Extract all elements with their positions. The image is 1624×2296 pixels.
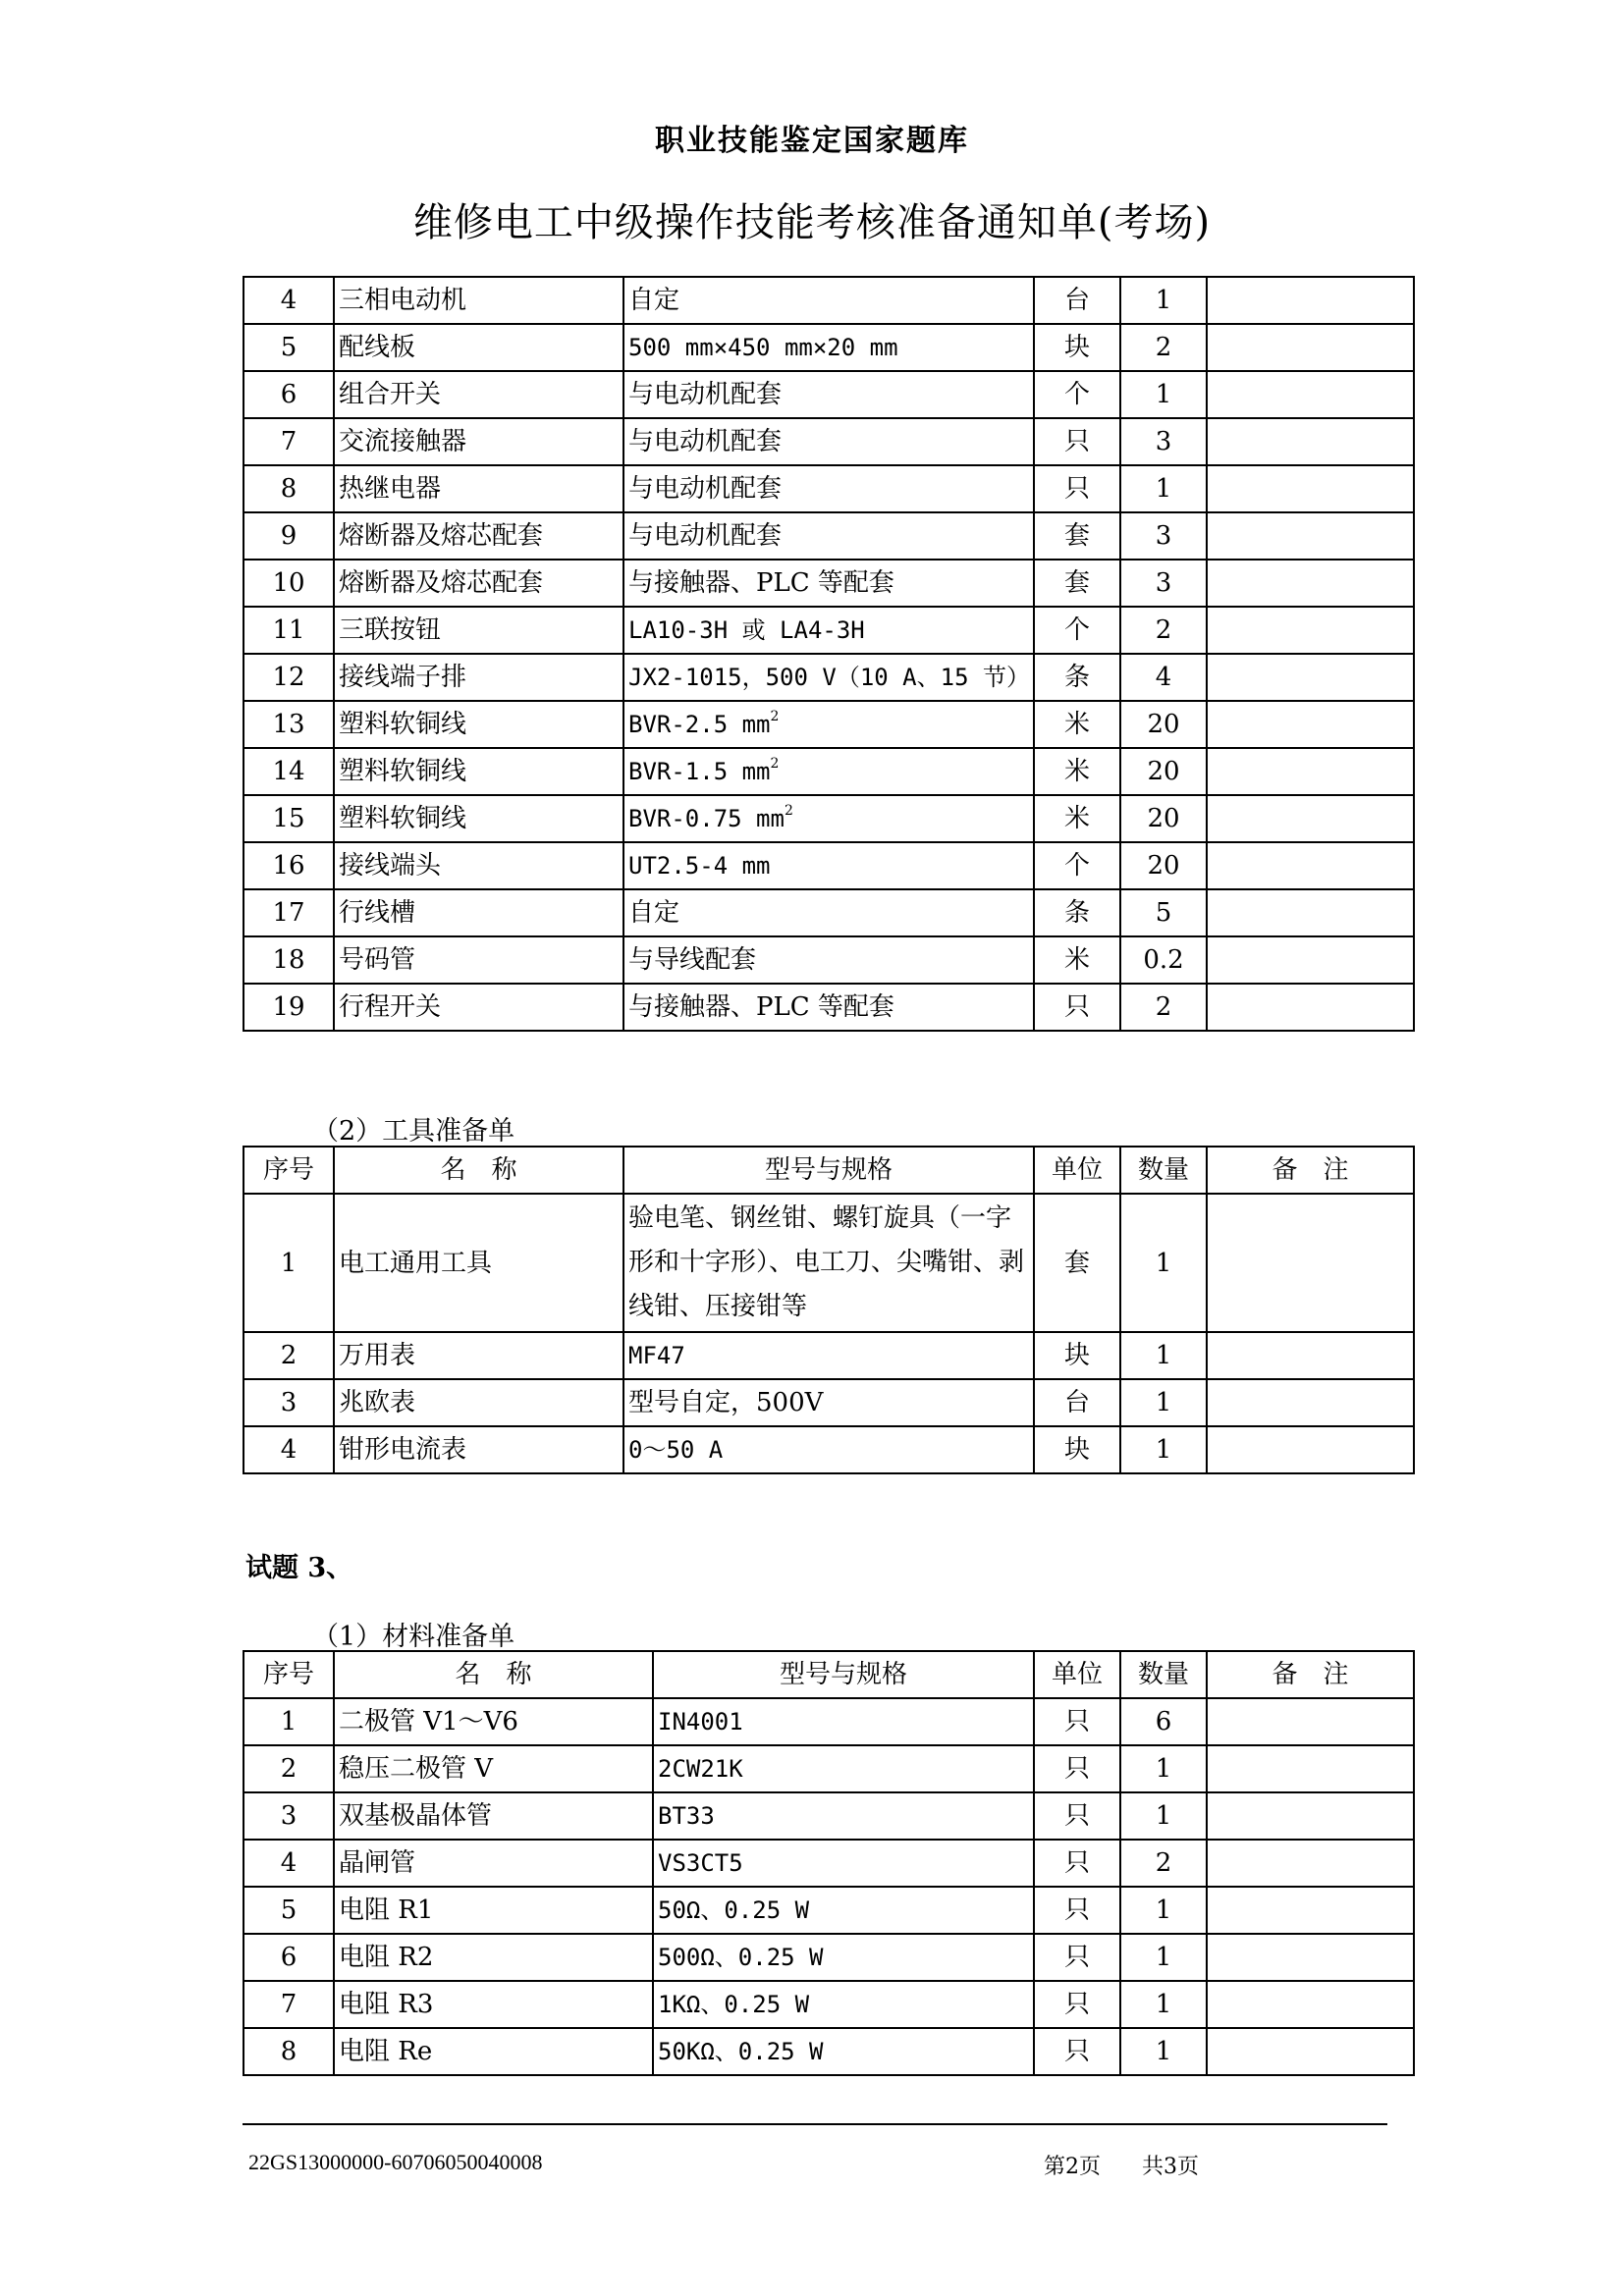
row-number-cell: 2 bbox=[244, 1745, 334, 1792]
tools-table bbox=[243, 1146, 1415, 1474]
header-note: 备 注 bbox=[1207, 1651, 1414, 1698]
item-qty-cell: 6 bbox=[1120, 1698, 1207, 1745]
item-name-cell: 号码管 bbox=[334, 936, 623, 984]
item-unit-cell: 只 bbox=[1034, 1792, 1120, 1840]
row-number-cell: 5 bbox=[244, 1887, 334, 1934]
item-note-cell bbox=[1207, 1332, 1414, 1379]
row-number-cell: 3 bbox=[244, 1792, 334, 1840]
item-qty-cell: 2 bbox=[1120, 324, 1207, 371]
item-name-cell: 电阻 R2 bbox=[334, 1934, 653, 1981]
item-qty-cell: 3 bbox=[1120, 418, 1207, 465]
item-unit-cell: 只 bbox=[1034, 1840, 1120, 1887]
row-number-cell: 15 bbox=[244, 795, 334, 842]
item-name-cell: 熔断器及熔芯配套 bbox=[334, 512, 623, 560]
item-qty-cell: 1 bbox=[1120, 371, 1207, 418]
item-qty-cell: 4 bbox=[1120, 654, 1207, 701]
item-note-cell bbox=[1207, 654, 1414, 701]
table-header-row bbox=[244, 1651, 1414, 1698]
table-row bbox=[244, 748, 1414, 795]
item-unit-cell: 套 bbox=[1034, 512, 1120, 560]
table-row bbox=[244, 654, 1414, 701]
table-row bbox=[244, 936, 1414, 984]
item-name-cell: 二极管 V1～V6 bbox=[334, 1698, 653, 1745]
row-number-cell: 4 bbox=[244, 277, 334, 324]
spec-text: 0～50 A bbox=[628, 1436, 724, 1464]
item-name-cell: 电阻 R1 bbox=[334, 1887, 653, 1934]
item-name-cell: 电工通用工具 bbox=[334, 1194, 623, 1332]
item-unit-cell: 只 bbox=[1034, 2028, 1120, 2075]
spec-text: BVR-2.5 mm bbox=[628, 711, 771, 738]
item-unit-cell: 米 bbox=[1034, 795, 1120, 842]
item-qty-cell: 1 bbox=[1120, 465, 1207, 512]
row-number-cell: 5 bbox=[244, 324, 334, 371]
item-name-cell: 接线端头 bbox=[334, 842, 623, 889]
item-unit-cell: 只 bbox=[1034, 1698, 1120, 1745]
table-row bbox=[244, 418, 1414, 465]
row-number-cell: 8 bbox=[244, 2028, 334, 2075]
table-row bbox=[244, 277, 1414, 324]
row-number-cell: 13 bbox=[244, 701, 334, 748]
item-unit-cell: 台 bbox=[1034, 1379, 1120, 1426]
item-unit-cell: 套 bbox=[1034, 560, 1120, 607]
item-unit-cell: 只 bbox=[1034, 418, 1120, 465]
item-name-cell: 塑料软铜线 bbox=[334, 701, 623, 748]
question-bank-heading: 职业技能鉴定国家题库 bbox=[655, 124, 969, 158]
item-qty-cell: 1 bbox=[1120, 1745, 1207, 1792]
spec-text: 与导线配套 bbox=[628, 945, 757, 975]
item-unit-cell: 套 bbox=[1034, 1194, 1120, 1332]
header-no: 序号 bbox=[244, 1651, 334, 1698]
item-qty-cell: 1 bbox=[1120, 1332, 1207, 1379]
item-spec-cell bbox=[623, 654, 1034, 701]
item-qty-cell: 2 bbox=[1120, 1840, 1207, 1887]
item-qty-cell: 5 bbox=[1120, 889, 1207, 936]
table-row bbox=[244, 560, 1414, 607]
item-unit-cell: 只 bbox=[1034, 465, 1120, 512]
item-spec-cell bbox=[623, 371, 1034, 418]
item-note-cell bbox=[1207, 1981, 1414, 2028]
table-row bbox=[244, 889, 1414, 936]
item-qty-cell: 20 bbox=[1120, 748, 1207, 795]
item-spec-cell bbox=[623, 607, 1034, 654]
item-qty-cell: 1 bbox=[1120, 1981, 1207, 2028]
table-row bbox=[244, 701, 1414, 748]
item-spec-cell bbox=[653, 1934, 1034, 1981]
table-row bbox=[244, 1426, 1414, 1473]
header-no: 序号 bbox=[244, 1147, 334, 1194]
item-spec-cell bbox=[653, 2028, 1034, 2075]
item-spec-cell bbox=[623, 701, 1034, 748]
spec-text: 2CW21K bbox=[658, 1755, 743, 1783]
document-title: 维修电工中级操作技能考核准备通知单(考场) bbox=[412, 200, 1212, 245]
item-name-cell: 热继电器 bbox=[334, 465, 623, 512]
item-spec-cell bbox=[653, 1698, 1034, 1745]
item-note-cell bbox=[1207, 1934, 1414, 1981]
page-total: 共3页 bbox=[1142, 2155, 1199, 2179]
item-qty-cell: 3 bbox=[1120, 512, 1207, 560]
item-note-cell bbox=[1207, 418, 1414, 465]
item-spec-cell bbox=[623, 465, 1034, 512]
table-header-row bbox=[244, 1147, 1414, 1194]
table-row bbox=[244, 607, 1414, 654]
item-name-cell: 熔断器及熔芯配套 bbox=[334, 560, 623, 607]
row-number-cell: 14 bbox=[244, 748, 334, 795]
row-number-cell: 4 bbox=[244, 1426, 334, 1473]
item-qty-cell: 1 bbox=[1120, 277, 1207, 324]
spec-text: 与电动机配套 bbox=[628, 474, 783, 504]
item-name-cell: 行线槽 bbox=[334, 889, 623, 936]
item-name-cell: 三相电动机 bbox=[334, 277, 623, 324]
item-spec-cell bbox=[623, 842, 1034, 889]
item-note-cell bbox=[1207, 371, 1414, 418]
item-note-cell bbox=[1207, 1840, 1414, 1887]
item-qty-cell: 1 bbox=[1120, 1426, 1207, 1473]
row-number-cell: 6 bbox=[244, 1934, 334, 1981]
item-unit-cell: 块 bbox=[1034, 1332, 1120, 1379]
spec-text: 自定 bbox=[628, 286, 680, 315]
header-spec: 型号与规格 bbox=[653, 1651, 1034, 1698]
spec-text: 与接触器、PLC 等配套 bbox=[628, 992, 894, 1022]
item-spec-cell bbox=[623, 1379, 1034, 1426]
item-spec-cell bbox=[623, 1426, 1034, 1473]
item-qty-cell: 20 bbox=[1120, 842, 1207, 889]
spec-text: 500 mm×450 mm×20 mm bbox=[628, 334, 898, 361]
spec-text: 500Ω、0.25 W bbox=[658, 1944, 824, 1971]
row-number-cell: 9 bbox=[244, 512, 334, 560]
item-name-cell: 电阻 Re bbox=[334, 2028, 653, 2075]
item-name-cell: 组合开关 bbox=[334, 371, 623, 418]
item-note-cell bbox=[1207, 889, 1414, 936]
item-unit-cell: 条 bbox=[1034, 889, 1120, 936]
item-spec-cell bbox=[623, 512, 1034, 560]
item-qty-cell: 2 bbox=[1120, 984, 1207, 1031]
item-unit-cell: 只 bbox=[1034, 1934, 1120, 1981]
item-qty-cell: 20 bbox=[1120, 795, 1207, 842]
header-spec: 型号与规格 bbox=[623, 1147, 1034, 1194]
header-unit: 单位 bbox=[1034, 1147, 1120, 1194]
item-qty-cell: 1 bbox=[1120, 1934, 1207, 1981]
spec-text: IN4001 bbox=[658, 1708, 743, 1735]
item-note-cell bbox=[1207, 748, 1414, 795]
item-spec-cell bbox=[623, 1332, 1034, 1379]
table-row bbox=[244, 795, 1414, 842]
spec-text: BT33 bbox=[658, 1802, 715, 1830]
item-note-cell bbox=[1207, 1792, 1414, 1840]
item-name-cell: 稳压二极管 V bbox=[334, 1745, 653, 1792]
item-note-cell bbox=[1207, 1379, 1414, 1426]
table-row bbox=[244, 1379, 1414, 1426]
table-row bbox=[244, 1887, 1414, 1934]
item-name-cell: 兆欧表 bbox=[334, 1379, 623, 1426]
item-qty-cell: 1 bbox=[1120, 1379, 1207, 1426]
table-row bbox=[244, 1698, 1414, 1745]
item-note-cell bbox=[1207, 1698, 1414, 1745]
item-qty-cell: 2 bbox=[1120, 607, 1207, 654]
item-unit-cell: 米 bbox=[1034, 936, 1120, 984]
item-qty-cell: 1 bbox=[1120, 1792, 1207, 1840]
spec-text: BVR-0.75 mm bbox=[628, 805, 785, 832]
spec-text: 与接触器、PLC 等配套 bbox=[628, 568, 894, 598]
item-note-cell bbox=[1207, 795, 1414, 842]
item-name-cell: 钳形电流表 bbox=[334, 1426, 623, 1473]
item-note-cell bbox=[1207, 465, 1414, 512]
item-note-cell bbox=[1207, 1887, 1414, 1934]
item-name-cell: 交流接触器 bbox=[334, 418, 623, 465]
row-number-cell: 16 bbox=[244, 842, 334, 889]
item-spec-cell bbox=[653, 1981, 1034, 2028]
table-row bbox=[244, 1840, 1414, 1887]
item-qty-cell: 3 bbox=[1120, 560, 1207, 607]
materials-table-continued bbox=[243, 276, 1415, 1032]
question-3-label: 试题 3、 bbox=[245, 1553, 353, 1583]
item-name-cell: 万用表 bbox=[334, 1332, 623, 1379]
row-number-cell: 7 bbox=[244, 1981, 334, 2028]
spec-text: 1KΩ、0.25 W bbox=[658, 1991, 810, 2018]
item-unit-cell: 米 bbox=[1034, 748, 1120, 795]
row-number-cell: 19 bbox=[244, 984, 334, 1031]
item-note-cell bbox=[1207, 607, 1414, 654]
item-unit-cell: 块 bbox=[1034, 324, 1120, 371]
spec-text: 50KΩ、0.25 W bbox=[658, 2038, 824, 2065]
spec-text: 自定 bbox=[628, 898, 680, 928]
item-name-cell: 电阻 R3 bbox=[334, 1981, 653, 2028]
row-number-cell: 11 bbox=[244, 607, 334, 654]
superscript-unit: 2 bbox=[770, 709, 780, 724]
item-name-cell: 接线端子排 bbox=[334, 654, 623, 701]
item-unit-cell: 个 bbox=[1034, 371, 1120, 418]
tools-list-title: （2）工具准备单 bbox=[312, 1116, 515, 1147]
table-row bbox=[244, 324, 1414, 371]
item-spec-cell bbox=[623, 984, 1034, 1031]
item-unit-cell: 只 bbox=[1034, 984, 1120, 1031]
item-note-cell bbox=[1207, 1426, 1414, 1473]
table-row bbox=[244, 1934, 1414, 1981]
item-name-cell: 三联按钮 bbox=[334, 607, 623, 654]
item-unit-cell: 米 bbox=[1034, 701, 1120, 748]
item-unit-cell: 只 bbox=[1034, 1981, 1120, 2028]
spec-text: UT2.5-4 mm bbox=[628, 852, 771, 880]
header-name: 名 称 bbox=[334, 1147, 623, 1194]
table-row bbox=[244, 465, 1414, 512]
spec-text: 与电动机配套 bbox=[628, 380, 783, 409]
item-name-cell: 塑料软铜线 bbox=[334, 748, 623, 795]
item-qty-cell: 1 bbox=[1120, 1194, 1207, 1332]
spec-text: BVR-1.5 mm bbox=[628, 758, 771, 785]
table-row bbox=[244, 512, 1414, 560]
table-row bbox=[244, 1745, 1414, 1792]
row-number-cell: 1 bbox=[244, 1194, 334, 1332]
item-name-cell: 塑料软铜线 bbox=[334, 795, 623, 842]
spec-text: 与电动机配套 bbox=[628, 427, 783, 456]
page-number: 第2页 bbox=[1044, 2155, 1101, 2179]
spec-text: 50Ω、0.25 W bbox=[658, 1896, 810, 1924]
row-number-cell: 2 bbox=[244, 1332, 334, 1379]
item-note-cell bbox=[1207, 512, 1414, 560]
spec-text: 验电笔、钢丝钳、螺钉旋具（一字形和十字形）、电工刀、尖嘴钳、剥线钳、压接钳等 bbox=[628, 1203, 1025, 1321]
spec-text: LA10-3H 或 LA4-3H bbox=[628, 616, 865, 644]
question3-materials-table bbox=[243, 1650, 1415, 2076]
row-number-cell: 18 bbox=[244, 936, 334, 984]
spec-text: VS3CT5 bbox=[658, 1849, 743, 1877]
item-spec-cell bbox=[623, 1194, 1034, 1332]
spec-text: MF47 bbox=[628, 1342, 685, 1369]
item-unit-cell: 个 bbox=[1034, 607, 1120, 654]
item-qty-cell: 0.2 bbox=[1120, 936, 1207, 984]
item-spec-cell bbox=[623, 560, 1034, 607]
item-note-cell bbox=[1207, 277, 1414, 324]
item-unit-cell: 块 bbox=[1034, 1426, 1120, 1473]
superscript-unit: 2 bbox=[784, 803, 793, 819]
item-note-cell bbox=[1207, 936, 1414, 984]
header-unit: 单位 bbox=[1034, 1651, 1120, 1698]
item-note-cell bbox=[1207, 984, 1414, 1031]
item-name-cell: 行程开关 bbox=[334, 984, 623, 1031]
item-unit-cell: 个 bbox=[1034, 842, 1120, 889]
item-note-cell bbox=[1207, 560, 1414, 607]
table-row bbox=[244, 1981, 1414, 2028]
item-spec-cell bbox=[623, 889, 1034, 936]
header-qty: 数量 bbox=[1120, 1147, 1207, 1194]
row-number-cell: 3 bbox=[244, 1379, 334, 1426]
table-row bbox=[244, 984, 1414, 1031]
item-spec-cell bbox=[623, 748, 1034, 795]
item-unit-cell: 条 bbox=[1034, 654, 1120, 701]
item-spec-cell bbox=[623, 324, 1034, 371]
row-number-cell: 12 bbox=[244, 654, 334, 701]
row-number-cell: 8 bbox=[244, 465, 334, 512]
item-note-cell bbox=[1207, 1745, 1414, 1792]
table-row bbox=[244, 842, 1414, 889]
item-name-cell: 配线板 bbox=[334, 324, 623, 371]
item-qty-cell: 1 bbox=[1120, 2028, 1207, 2075]
row-number-cell: 4 bbox=[244, 1840, 334, 1887]
table-row bbox=[244, 371, 1414, 418]
item-note-cell bbox=[1207, 842, 1414, 889]
header-name: 名 称 bbox=[334, 1651, 653, 1698]
row-number-cell: 17 bbox=[244, 889, 334, 936]
item-name-cell: 双基极晶体管 bbox=[334, 1792, 653, 1840]
item-spec-cell bbox=[653, 1840, 1034, 1887]
item-spec-cell bbox=[623, 795, 1034, 842]
spec-text: 与电动机配套 bbox=[628, 521, 783, 551]
item-spec-cell bbox=[623, 277, 1034, 324]
row-number-cell: 1 bbox=[244, 1698, 334, 1745]
footer-divider bbox=[243, 2123, 1387, 2125]
item-qty-cell: 1 bbox=[1120, 1887, 1207, 1934]
header-qty: 数量 bbox=[1120, 1651, 1207, 1698]
item-unit-cell: 只 bbox=[1034, 1745, 1120, 1792]
table-row bbox=[244, 1792, 1414, 1840]
superscript-unit: 2 bbox=[770, 756, 780, 772]
item-qty-cell: 20 bbox=[1120, 701, 1207, 748]
row-number-cell: 6 bbox=[244, 371, 334, 418]
row-number-cell: 7 bbox=[244, 418, 334, 465]
item-note-cell bbox=[1207, 2028, 1414, 2075]
item-note-cell bbox=[1207, 1194, 1414, 1332]
item-unit-cell: 只 bbox=[1034, 1887, 1120, 1934]
header-note: 备 注 bbox=[1207, 1147, 1414, 1194]
table-row bbox=[244, 2028, 1414, 2075]
item-note-cell bbox=[1207, 701, 1414, 748]
table-row bbox=[244, 1194, 1414, 1332]
spec-text: JX2-1015，500 V（10 A、15 节） bbox=[628, 664, 1030, 691]
item-unit-cell: 台 bbox=[1034, 277, 1120, 324]
item-spec-cell bbox=[623, 418, 1034, 465]
row-number-cell: 10 bbox=[244, 560, 334, 607]
table-row bbox=[244, 1332, 1414, 1379]
document-code: 22GS13000000-60706050040008 bbox=[248, 2150, 543, 2174]
materials-list-title: （1）材料准备单 bbox=[312, 1622, 515, 1652]
item-note-cell bbox=[1207, 324, 1414, 371]
item-spec-cell bbox=[623, 936, 1034, 984]
item-name-cell: 晶闸管 bbox=[334, 1840, 653, 1887]
item-spec-cell bbox=[653, 1792, 1034, 1840]
spec-text: 型号自定，500V bbox=[628, 1388, 824, 1417]
item-spec-cell bbox=[653, 1745, 1034, 1792]
item-spec-cell bbox=[653, 1887, 1034, 1934]
